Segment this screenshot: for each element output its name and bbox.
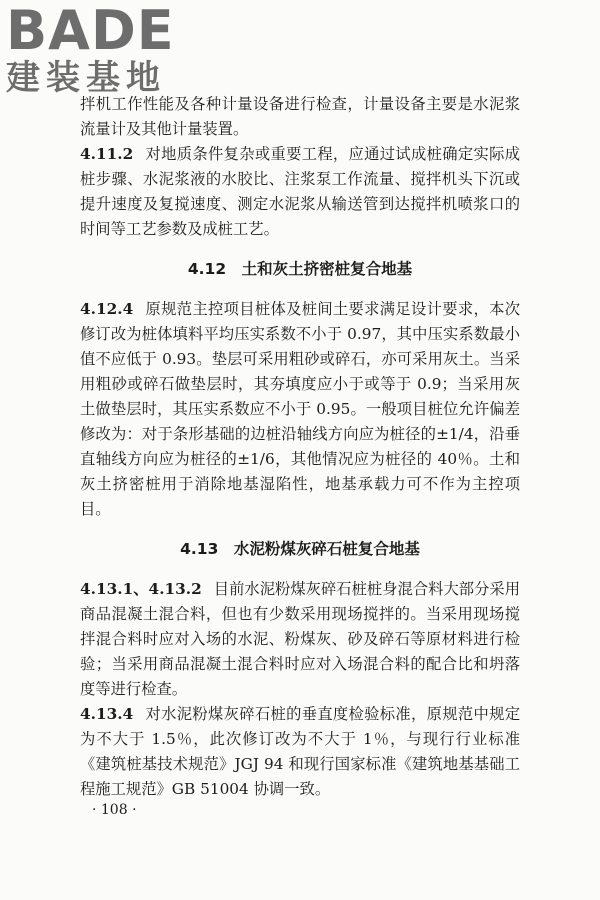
document-body xyxy=(80,92,520,802)
section-heading-4-12: 4.12 土和灰土挤密桩复合地基 xyxy=(187,260,413,278)
logo xyxy=(6,0,186,98)
logo-wordmark: BADE xyxy=(6,0,175,62)
clause-text: 原规范主控项目桩体及桩间土要求满足设计要求，本次修订改为桩体填料平均压实系数不小于 0.97，其中压实系数最小值不应低于 0.93。垫层可采用粗砂或碎石，亦可采用灰土。当采用粗砂或碎石做垫层时，其夯填度应小于或等于 0.9；当采用灰土做垫层时，其压实系数应不小于 0.95。一般项目桩位允许偏差修改为：对于条形基础的边桩沿轴线方向应为桩径的±1/4，沿垂直轴线方向应为桩径的±1/6，其他情况应为桩径的 40％。土和灰土挤密桩用于消除地基湿陷性，地基承载力可不作为主控项目。 xyxy=(80,300,520,518)
section-heading-4-13: 4.13 水泥粉煤灰碎石桩复合地基 xyxy=(180,540,420,558)
page-number: · 108 · xyxy=(92,802,137,818)
logo-subtitle: 建装基地 xyxy=(6,58,166,98)
clause-number: 4.13.4 xyxy=(80,705,134,723)
clause-number: 4.13.1、4.13.2 xyxy=(80,580,202,598)
clause-text: 目前水泥粉煤灰碎石桩桩身混合料大部分采用商品混凝土混合料，但也有少数采用现场搅拌的。当采用现场搅拌混合料时应对入场的水泥、粉煤灰、砂及碎石等原材料进行检验；当采用商品混凝土混合料时应对入场混合料的配合比和坍落度等进行检查。 xyxy=(80,580,520,698)
clause-number: 4.12.4 xyxy=(80,300,134,318)
paragraph-continued xyxy=(80,92,520,142)
clause-4-11-2 xyxy=(80,142,520,242)
clause-text: 对水泥粉煤灰碎石桩的垂直度检验标准，原规范中规定为不大于 1.5％，此次修订改为不大于 1％，与现行行业标准《建筑桩基技术规范》JGJ 94 和现行国家标准《建筑地基基础工程施工规范》GB 51004 协调一致。 xyxy=(80,705,520,798)
clause-text: 对地质条件复杂或重要工程，应通过试成桩确定实际成桩步骤、水泥浆液的水胶比、注浆泵工作流量、搅拌机头下沉或提升速度及复搅速度、测定水泥浆从输送管到达搅拌机喷浆口的时间等工艺参数及成桩工艺。 xyxy=(80,145,520,238)
clause-4-12-4 xyxy=(80,297,520,522)
paragraph-text: 拌机工作性能及各种计量设备进行检查，计量设备主要是水泥浆流量计及其他计量装置。 xyxy=(80,95,520,138)
clause-number: 4.11.2 xyxy=(80,145,134,163)
clause-4-13-1-2 xyxy=(80,577,520,702)
clause-4-13-4 xyxy=(80,702,520,802)
